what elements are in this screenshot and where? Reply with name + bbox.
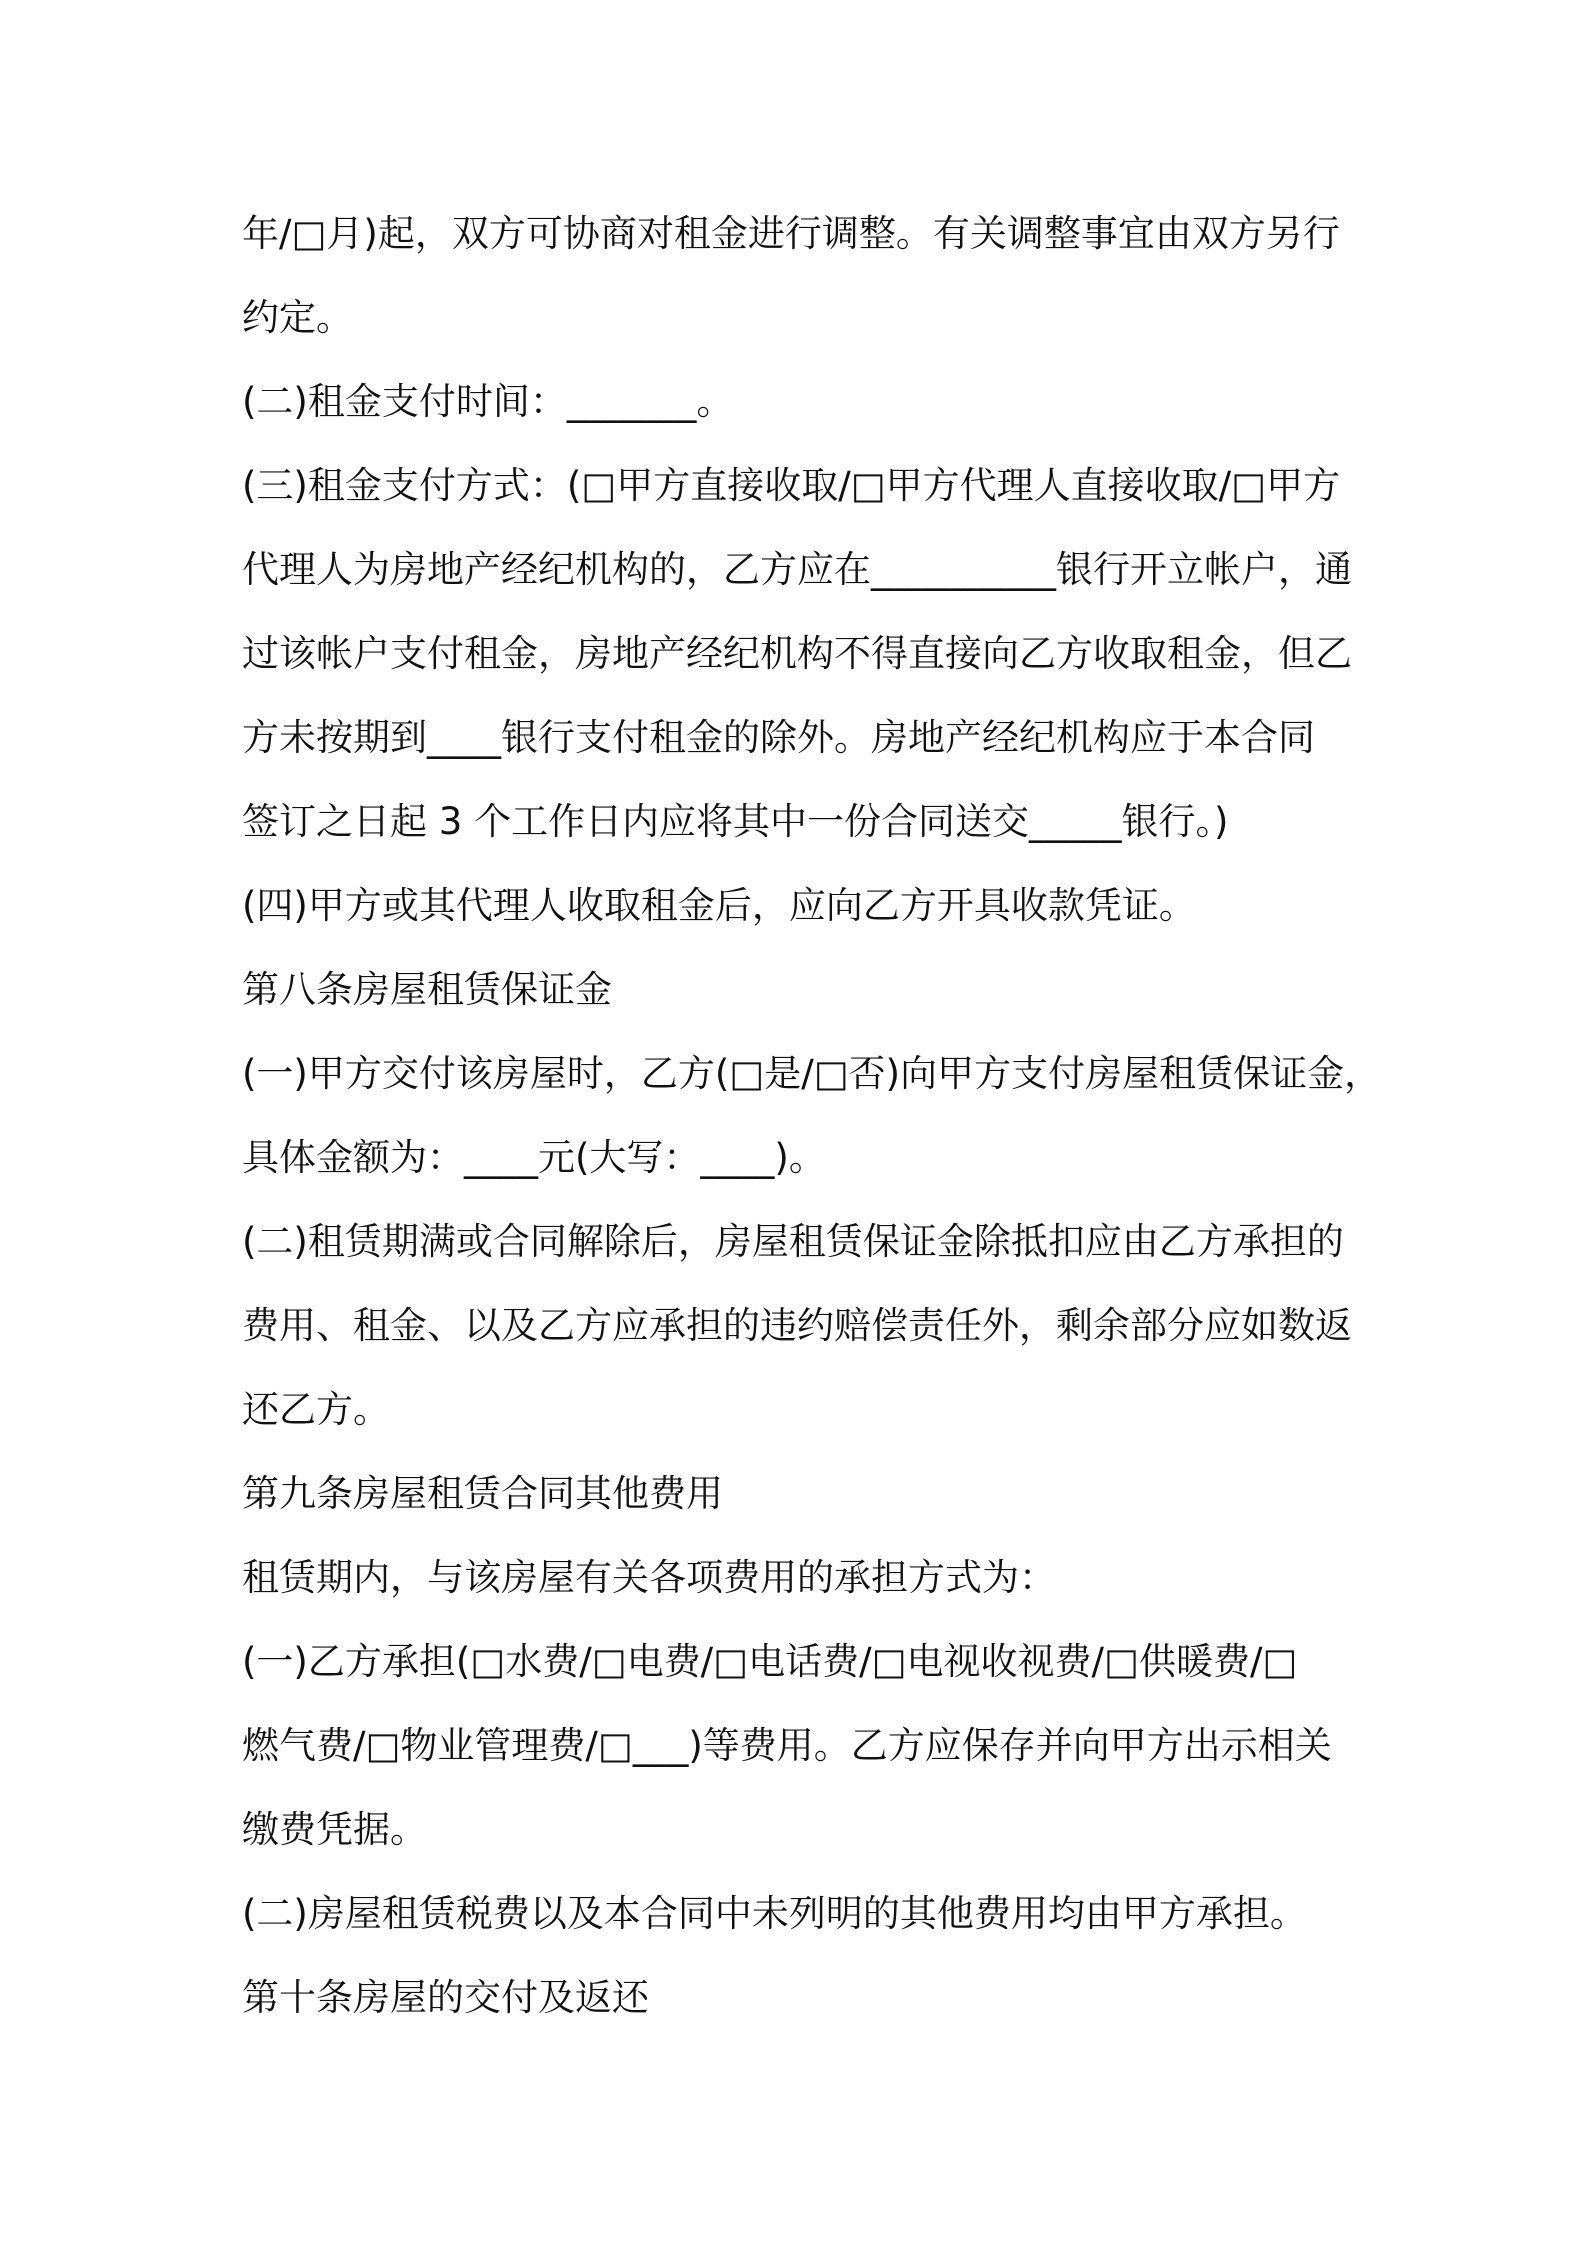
section-heading: 第九条房屋租赁合同其他费用 [242,1472,723,1515]
text-line: 具体金额为：____元(大写：____)。 [242,1136,826,1179]
text-line: 还乙方。 [242,1388,390,1431]
text-line: 过该帐户支付租金，房地产经纪机构不得直接向乙方收取租金，但乙 [242,632,1352,675]
text-line: (二)租赁期满或合同解除后，房屋租赁保证金除抵扣应由乙方承担的 [242,1220,1344,1263]
text-line: 方未按期到____银行支付租金的除外。房地产经纪机构应于本合同 [242,716,1315,759]
text-line: 燃气费/□物业管理费/□___)等费用。乙方应保存并向甲方出示相关 [242,1724,1332,1767]
text-line: 代理人为房地产经纪机构的，乙方应在__________银行开立帐户，通 [242,548,1352,591]
text-line: (四)甲方或其代理人收取租金后，应向乙方开具收款凭证。 [242,884,1196,927]
text-line: (二)租金支付时间：_______。 [242,380,734,423]
text-line: 费用、租金、以及乙方应承担的违约赔偿责任外，剩余部分应如数返 [242,1304,1352,1347]
text-line: 约定。 [242,296,353,339]
text-line: 租赁期内，与该房屋有关各项费用的承担方式为： [242,1556,1056,1599]
section-heading: 第八条房屋租赁保证金 [242,968,612,1011]
text-line: 年/□月)起，双方可协商对租金进行调整。有关调整事宜由双方另行 [242,212,1340,255]
text-line: 签订之日起 3 个工作日内应将其中一份合同送交_____银行。) [242,800,1229,843]
text-line: (三)租金支付方式：(□甲方直接收取/□甲方代理人直接收取/□甲方 [242,464,1341,507]
text-line: 缴费凭据。 [242,1808,427,1851]
section-heading: 第十条房屋的交付及返还 [242,1976,649,2019]
text-line: (一)甲方交付该房屋时，乙方(□是/□否)向甲方支付房屋租赁保证金， [242,1052,1382,1095]
document-body [242,192,1392,2040]
text-line: (一)乙方承担(□水费/□电费/□电话费/□电视收视费/□供暖费/□ [242,1640,1298,1683]
text-line: (二)房屋租赁税费以及本合同中未列明的其他费用均由甲方承担。 [242,1892,1307,1935]
